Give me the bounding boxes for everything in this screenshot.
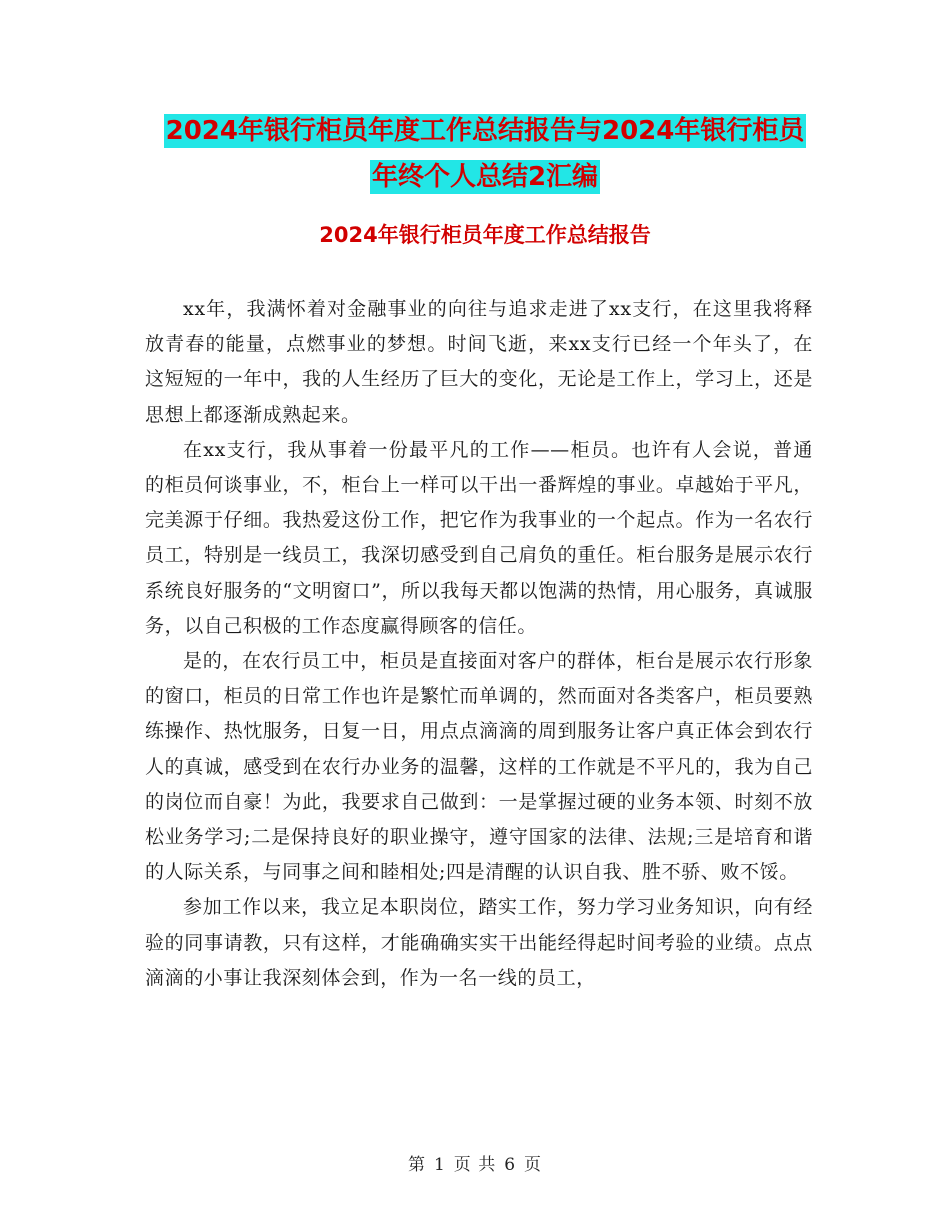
page-label-mid: 页 共 bbox=[453, 1155, 497, 1175]
total-pages-number: 6 bbox=[504, 1155, 517, 1175]
current-page-number: 1 bbox=[433, 1155, 446, 1175]
section-title: 2024年银行柜员年度工作总结报告 bbox=[319, 223, 651, 247]
paragraph: 参加工作以来，我立足本职岗位，踏实工作，努力学习业务知识，向有经验的同事请教，只有这样，才能确确实实干出能经得起时间考验的业绩。点点滴滴的小事让我深刻体会到，作为一名一线的员工， bbox=[145, 896, 813, 989]
document-title-line-1: 2024年银行柜员年度工作总结报告与2024年银行柜员 bbox=[165, 116, 805, 146]
paragraph: 在xx支行，我从事着一份最平凡的工作——柜员。也许有人会说，普通的柜员何谈事业，不，柜台上一样可以干出一番辉煌的事业。卓越始于平凡，完美源于仔细。我热爱这份工作，把它作为我事业的一个起点。作为一名农行员工，特别是一线员工，我深切感受到自己肩负的重任。柜台服务是展示农行系统良好服务的“文明窗口”，所以我每天都以饱满的热情，用心服务，真诚服务，以自己积极的工作态度赢得顾客的信任。 bbox=[145, 438, 813, 637]
document-body bbox=[145, 292, 813, 996]
paragraph: xx年，我满怀着对金融事业的向往与追求走进了xx支行，在这里我将释放青春的能量，点燃事业的梦想。时间飞逝，来xx支行已经一个年头了，在这短短的一年中，我的人生经历了巨大的变化，无论是工作上，学习上，还是思想上都逐渐成熟起来。 bbox=[145, 298, 813, 426]
paragraph: 是的，在农行员工中，柜员是直接面对客户的群体，柜台是展示农行形象的窗口，柜员的日常工作也许是繁忙而单调的，然而面对各类客户，柜员要熟练操作、热忱服务，日复一日，用点点滴滴的周到服务让客户真正体会到农行人的真诚，感受到在农行办业务的温馨，这样的工作就是不平凡的，我为自己的岗位而自豪！为此，我要求自己做到：一是掌握过硬的业务本领、时刻不放松业务学习;二是保持良好的职业操守，遵守国家的法律、法规;三是培育和谐的人际关系，与同事之间和睦相处;四是清醒的认识自我、胜不骄、败不馁。 bbox=[145, 650, 813, 884]
page-label-suffix: 页 bbox=[524, 1155, 543, 1175]
page-footer bbox=[0, 1150, 950, 1175]
document-title-line-2: 年终个人总结2汇编 bbox=[371, 162, 599, 192]
document-title bbox=[140, 108, 830, 200]
page-label-prefix: 第 bbox=[407, 1155, 426, 1175]
